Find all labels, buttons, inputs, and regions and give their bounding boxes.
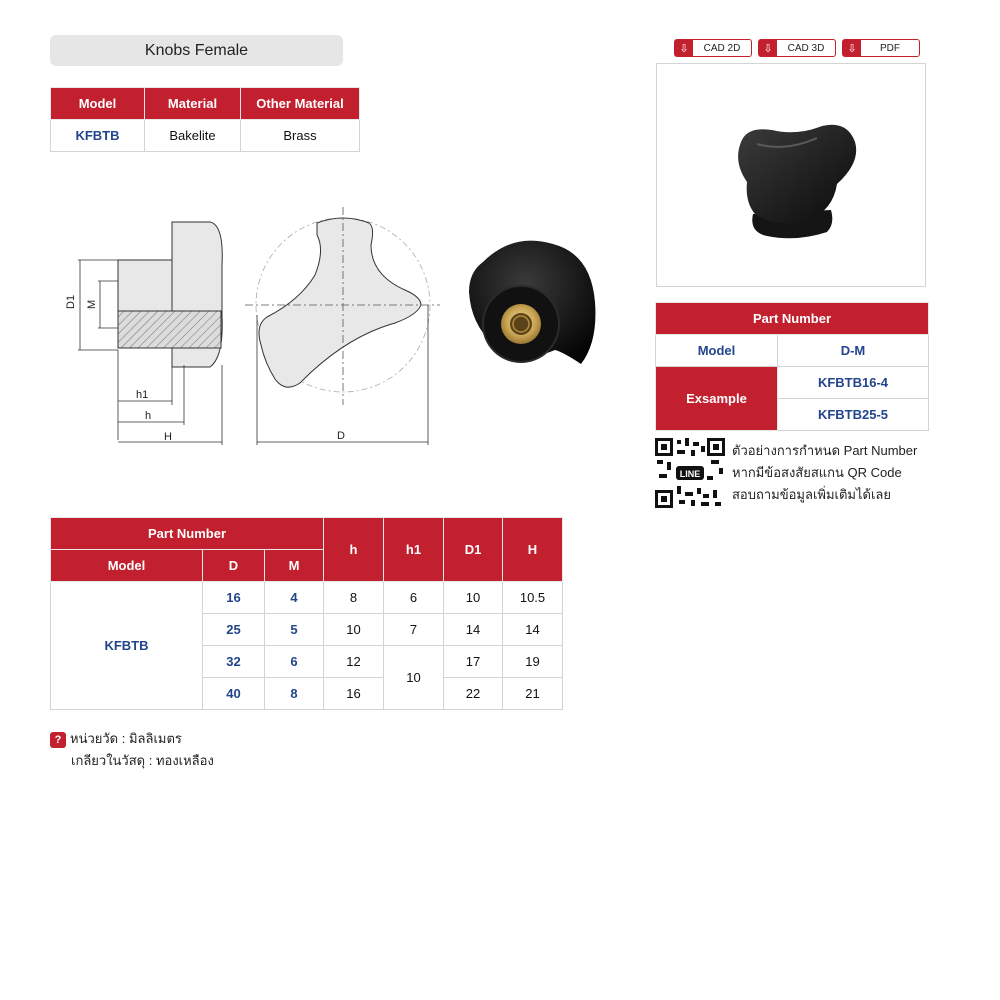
cad-3d-label: CAD 3D bbox=[787, 42, 825, 54]
knob-back-render bbox=[463, 232, 603, 372]
label-M: M bbox=[86, 299, 98, 309]
note-thread-text: เกลียวในวัสดุ : ทองเหลือง bbox=[71, 753, 214, 768]
material-header-model: Model bbox=[51, 88, 145, 120]
cell-D: 32 bbox=[203, 646, 265, 678]
cad-2d-label: CAD 2D bbox=[703, 42, 741, 54]
cell-h: 12 bbox=[324, 646, 384, 678]
material-value: Bakelite bbox=[145, 120, 241, 152]
cell-M: 5 bbox=[265, 614, 324, 646]
cell-M: 4 bbox=[265, 582, 324, 614]
product-photo bbox=[656, 63, 926, 287]
cell-D: 40 bbox=[203, 678, 265, 710]
qr-line-1: ตัวอย่างการกำหนด Part Number bbox=[732, 443, 918, 458]
dim-header-M: M bbox=[265, 550, 324, 582]
cell-M: 8 bbox=[265, 678, 324, 710]
notes bbox=[50, 728, 214, 772]
note-units-text: หน่วยวัด : มิลลิเมตร bbox=[70, 731, 182, 746]
cell-H: 10.5 bbox=[503, 582, 563, 614]
material-header-material: Material bbox=[145, 88, 241, 120]
dim-model: KFBTB bbox=[51, 582, 203, 710]
pn-model-value: D-M bbox=[778, 335, 929, 367]
knob-photo-body bbox=[738, 125, 856, 223]
download-icon: ⇩ bbox=[759, 40, 777, 56]
cell-D1: 14 bbox=[444, 614, 503, 646]
label-h1: h1 bbox=[136, 389, 149, 401]
cell-D1: 17 bbox=[444, 646, 503, 678]
pn-model-label: Model bbox=[656, 335, 778, 367]
pn-example-2: KFBTB25-5 bbox=[778, 399, 929, 431]
material-table bbox=[50, 87, 360, 152]
dim-header-h: h bbox=[324, 518, 384, 582]
cell-h: 10 bbox=[324, 614, 384, 646]
cell-h: 16 bbox=[324, 678, 384, 710]
front-view-drawing bbox=[245, 205, 445, 450]
dim-group-header: Part Number bbox=[51, 518, 324, 550]
other-material-value: Brass bbox=[241, 120, 360, 152]
download-icon: ⇩ bbox=[675, 40, 693, 56]
cell-D1: 22 bbox=[444, 678, 503, 710]
cell-M: 6 bbox=[265, 646, 324, 678]
page-title: Knobs Female bbox=[50, 35, 343, 66]
side-view-drawing bbox=[60, 205, 235, 450]
dim-header-model: Model bbox=[51, 550, 203, 582]
cell-D1: 10 bbox=[444, 582, 503, 614]
qr-line-3: สอบถามข้อมูลเพิ่มเติมได้เลย bbox=[732, 487, 892, 502]
cell-h1: 10 bbox=[384, 646, 444, 710]
dim-header-D1: D1 bbox=[444, 518, 503, 582]
note-units bbox=[50, 728, 214, 750]
knob-photo-render bbox=[657, 64, 925, 286]
line-badge-text: LINE bbox=[679, 469, 701, 479]
dim-header-H: H bbox=[503, 518, 563, 582]
cell-D: 16 bbox=[203, 582, 265, 614]
table-row bbox=[51, 582, 563, 614]
download-buttons bbox=[674, 39, 920, 57]
label-D1: D1 bbox=[65, 294, 77, 309]
dim-header-D: D bbox=[203, 550, 265, 582]
question-icon: ? bbox=[50, 732, 66, 748]
cell-H: 21 bbox=[503, 678, 563, 710]
pdf-button[interactable] bbox=[842, 39, 920, 57]
thread-section-shape bbox=[118, 311, 221, 348]
qr-instructions bbox=[732, 440, 917, 506]
cad-2d-button[interactable] bbox=[674, 39, 752, 57]
pn-example-1: KFBTB16-4 bbox=[778, 367, 929, 399]
cell-h: 8 bbox=[324, 582, 384, 614]
pn-example-label: Exsample bbox=[656, 367, 778, 431]
material-header-other: Other Material bbox=[241, 88, 360, 120]
pdf-label: PDF bbox=[880, 42, 900, 54]
cad-3d-button[interactable] bbox=[758, 39, 836, 57]
dimension-table bbox=[50, 517, 563, 710]
label-h: h bbox=[145, 410, 152, 422]
part-number-title: Part Number bbox=[656, 303, 929, 335]
cell-h1: 7 bbox=[384, 614, 444, 646]
cell-H: 14 bbox=[503, 614, 563, 646]
label-D: D bbox=[337, 430, 345, 442]
download-icon: ⇩ bbox=[843, 40, 861, 56]
qr-code-icon[interactable] bbox=[655, 438, 725, 508]
cell-D: 25 bbox=[203, 614, 265, 646]
trilobe-knob-shape bbox=[259, 218, 421, 387]
label-H: H bbox=[164, 431, 172, 443]
cell-H: 19 bbox=[503, 646, 563, 678]
material-model: KFBTB bbox=[51, 120, 145, 152]
qr-line-2: หากมีข้อสงสัยสแกน QR Code bbox=[732, 465, 902, 480]
part-number-table bbox=[655, 302, 929, 431]
cell-h1: 6 bbox=[384, 582, 444, 614]
dim-header-h1: h1 bbox=[384, 518, 444, 582]
